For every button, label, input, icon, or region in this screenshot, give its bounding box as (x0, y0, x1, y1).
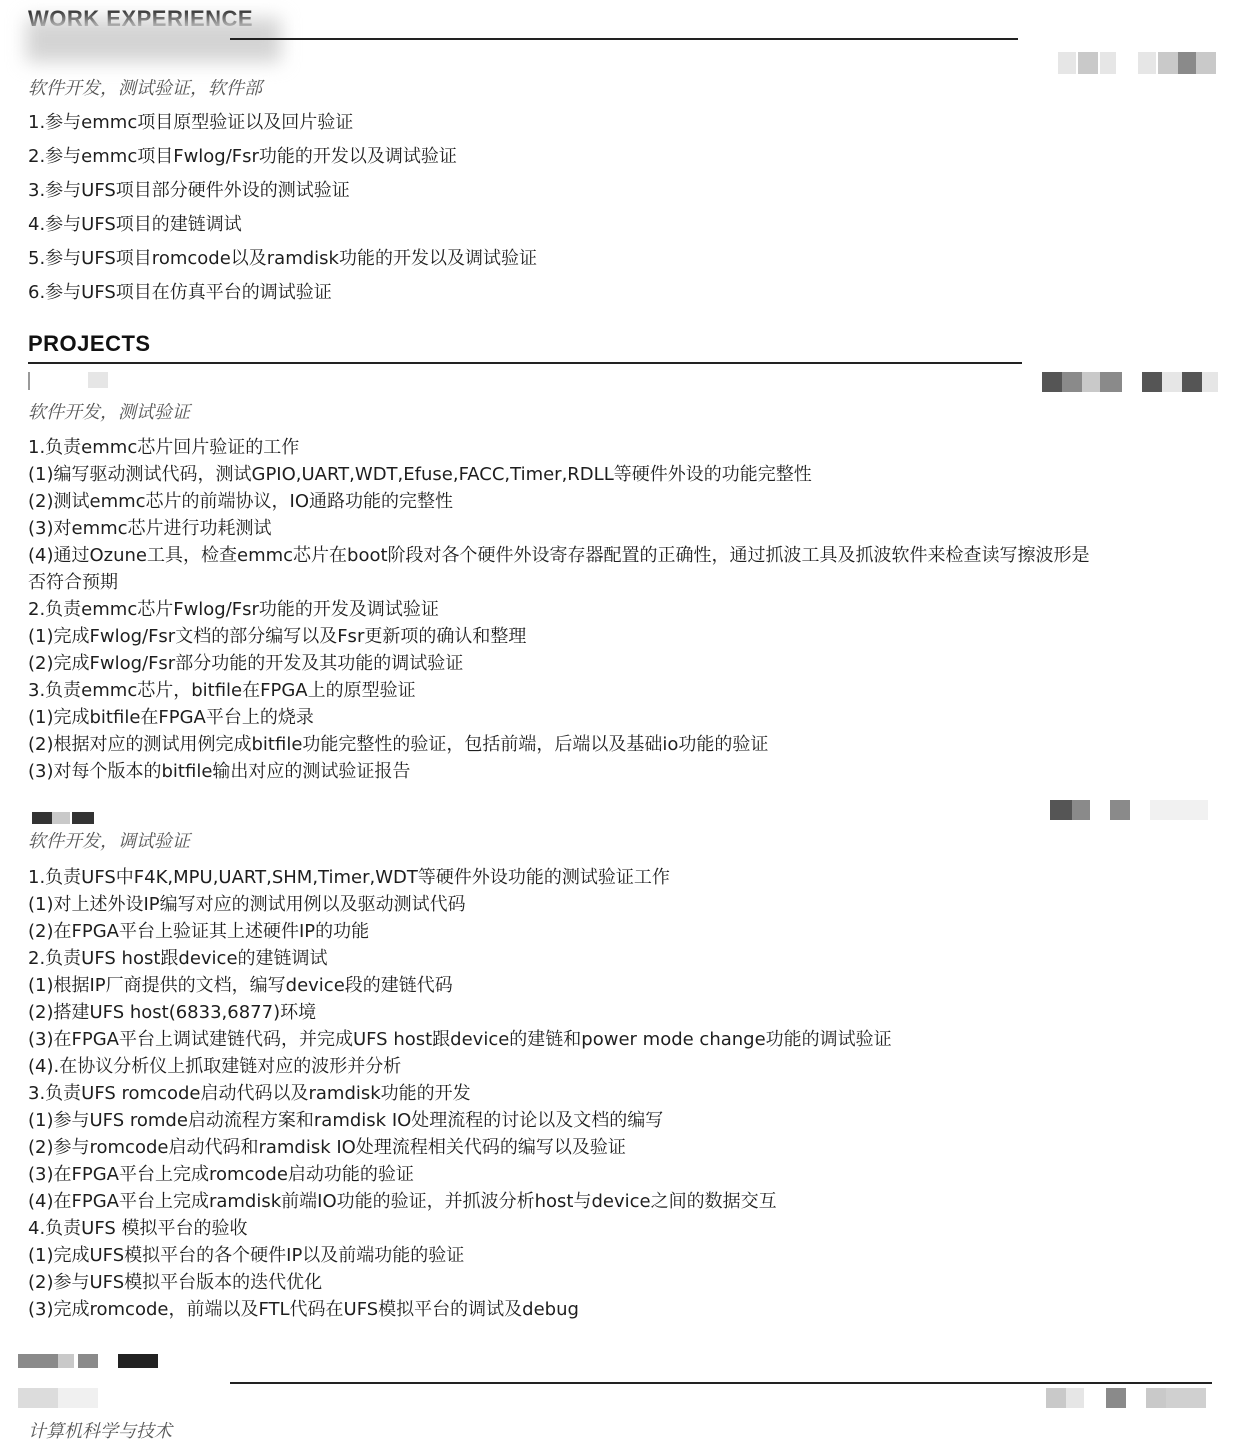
redacted-education-heading (118, 1354, 158, 1368)
education-major: 计算机科学与技术 (28, 1421, 172, 1442)
section-divider (230, 38, 1018, 40)
list-item: (4)通过Ozune工具，检查emmc芯片在boot阶段对各个硬件外设寄存器配置的正确性，通过抓波工具及抓波软件来检查读写擦波形是 (28, 545, 1090, 566)
list-item: (1)完成UFS模拟平台的各个硬件IP以及前端功能的验证 (28, 1245, 465, 1266)
redacted-school-name (18, 1388, 58, 1408)
list-item: 3.负责emmc芯片，bitfile在FPGA上的原型验证 (28, 680, 416, 701)
list-item: (1)完成Fwlog/Fsr文档的部分编写以及Fsr更新项的确认和整理 (28, 626, 527, 647)
redacted-date-block (1050, 800, 1072, 820)
redacted-date-block (1106, 1388, 1126, 1408)
list-item: 1.负责emmc芯片回片验证的工作 (28, 437, 300, 458)
redacted-date-block (1182, 372, 1202, 392)
list-item: (4).在协议分析仪上抓取建链对应的波形并分析 (28, 1056, 402, 1077)
redacted-date-block (1150, 800, 1208, 820)
redacted-company-name (26, 18, 281, 62)
redacted-date-block (1110, 800, 1130, 820)
redacted-date-block (1138, 52, 1156, 74)
list-item: (1)参与UFS romde启动流程方案和ramdisk IO处理流程的讨论以及文档的编写 (28, 1110, 664, 1131)
redacted-date-block (1162, 372, 1182, 392)
list-item: (3)完成romcode，前端以及FTL代码在UFS模拟平台的调试及debug (28, 1299, 579, 1320)
redacted-date-block (1196, 52, 1216, 74)
list-item: 2.参与emmc项目Fwlog/Fsr功能的开发以及调试验证 (28, 146, 457, 167)
list-item: 2.负责emmc芯片Fwlog/Fsr功能的开发及调试验证 (28, 599, 439, 620)
list-item: (3)对每个版本的bitfile输出对应的测试验证报告 (28, 761, 411, 782)
list-item: (1)完成bitfile在FPGA平台上的烧录 (28, 707, 314, 728)
list-item: (4)在FPGA平台上完成ramdisk前端IO功能的验证，并抓波分析host与device之间的数据交互 (28, 1191, 777, 1212)
redacted-date-block (1046, 1388, 1066, 1408)
redacted-date-block (1142, 372, 1162, 392)
redacted-education-heading (58, 1354, 74, 1368)
project1-role: 软件开发，测试验证 (28, 402, 190, 423)
redacted-date-block (1072, 800, 1090, 820)
project1-list (28, 434, 1090, 785)
list-item: 3.参与UFS项目部分硬件外设的测试验证 (28, 180, 350, 201)
projects-heading: PROJECTS (28, 331, 151, 356)
list-item: (1)根据IP厂商提供的文档，编写device段的建链代码 (28, 975, 453, 996)
redacted-project-title (52, 812, 70, 824)
section-divider (28, 362, 1022, 364)
redacted-education-heading (18, 1354, 58, 1368)
project2-list (28, 864, 892, 1323)
list-item: 3.负责UFS romcode启动代码以及ramdisk功能的开发 (28, 1083, 471, 1104)
redacted-date-block (1062, 372, 1082, 392)
list-item: 6.参与UFS项目在仿真平台的调试验证 (28, 282, 332, 303)
redacted-project-title (32, 812, 52, 824)
list-item: (2)测试emmc芯片的前端协议，IO通路功能的完整性 (28, 491, 454, 512)
list-item: (3)对emmc芯片进行功耗测试 (28, 518, 272, 539)
list-item: 4.负责UFS 模拟平台的验收 (28, 1218, 248, 1239)
work-role: 软件开发，测试验证，软件部 (28, 78, 262, 99)
redacted-project-title (28, 372, 30, 390)
list-item: 4.参与UFS项目的建链调试 (28, 214, 242, 235)
redacted-date-block (1146, 1388, 1166, 1408)
list-item: 否符合预期 (28, 572, 118, 593)
list-item: (3)在FPGA平台上调试建链代码，并完成UFS host跟device的建链和power mode change功能的调试验证 (28, 1029, 892, 1050)
redacted-date-block (1066, 1388, 1084, 1408)
project2-role: 软件开发，调试验证 (28, 831, 190, 852)
redacted-date-block (1166, 1388, 1206, 1408)
redacted-project-title (72, 812, 94, 824)
list-item: (2)参与UFS模拟平台版本的迭代优化 (28, 1272, 323, 1293)
redacted-education-heading (78, 1354, 98, 1368)
list-item: 1.负责UFS中F4K,MPU,UART,SHM,Timer,WDT等硬件外设功能的测试验证工作 (28, 867, 670, 888)
redacted-date-block (1158, 52, 1178, 74)
list-item: 2.负责UFS host跟device的建链调试 (28, 948, 328, 969)
list-item: (2)根据对应的测试用例完成bitfile功能完整性的验证，包括前端，后端以及基础io功能的验证 (28, 734, 769, 755)
list-item: 1.参与emmc项目原型验证以及回片验证 (28, 112, 354, 133)
list-item: (2)参与romcode启动代码和ramdisk IO处理流程相关代码的编写以及验证 (28, 1137, 626, 1158)
redacted-date-block (1202, 372, 1218, 392)
list-item: (2)在FPGA平台上验证其上述硬件IP的功能 (28, 921, 370, 942)
list-item: 5.参与UFS项目romcode以及ramdisk功能的开发以及调试验证 (28, 248, 537, 269)
work-experience-list (28, 106, 537, 310)
redacted-date-block (1078, 52, 1098, 74)
redacted-date-block (1100, 372, 1122, 392)
list-item: (1)对上述外设IP编写对应的测试用例以及驱动测试代码 (28, 894, 466, 915)
redacted-date-block (1178, 52, 1196, 74)
redacted-date-block (1042, 372, 1062, 392)
redacted-school-name (58, 1388, 98, 1408)
list-item: (2)搭建UFS host(6833,6877)环境 (28, 1002, 317, 1023)
section-divider (230, 1382, 1212, 1384)
list-item: (3)在FPGA平台上完成romcode启动功能的验证 (28, 1164, 414, 1185)
list-item: (1)编写驱动测试代码，测试GPIO,UART,WDT,Efuse,FACC,Timer,RDLL等硬件外设的功能完整性 (28, 464, 812, 485)
redacted-project-title (88, 372, 108, 388)
redacted-date-block (1100, 52, 1116, 74)
redacted-date-block (1082, 372, 1100, 392)
list-item: (2)完成Fwlog/Fsr部分功能的开发及其功能的调试验证 (28, 653, 464, 674)
redacted-date-block (1058, 52, 1076, 74)
